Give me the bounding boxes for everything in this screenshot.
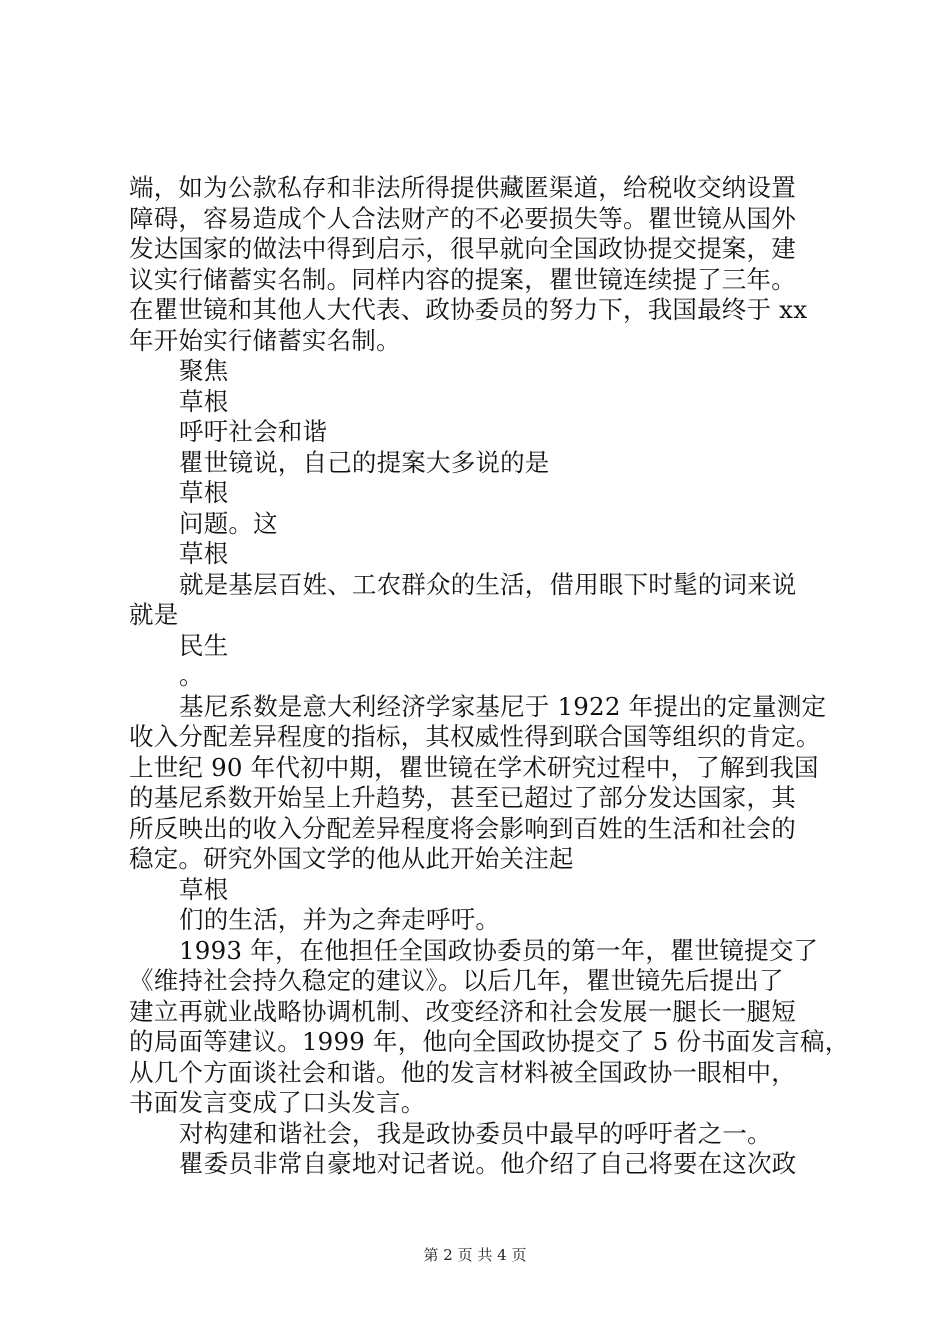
text-line: 上世纪 90 年代初中期，瞿世镜在学术研究过程中，了解到我国 <box>129 752 819 782</box>
document-body <box>129 173 850 1180</box>
text-line: 1993 年，在他担任全国政协委员的第一年，瞿世镜提交了 <box>179 935 819 965</box>
text-line: 草根 <box>179 478 229 507</box>
text-line: 所反映出的收入分配差异程度将会影响到百姓的生活和社会的 <box>129 813 796 843</box>
text-line: 的基尼系数开始呈上升趋势，甚至已超过了部分发达国家，其 <box>129 783 796 812</box>
text-line: 呼吁社会和谐 <box>179 417 328 446</box>
text-line: 建立再就业战略协调机制、改变经济和社会发展一腿长一腿短 <box>129 996 796 1026</box>
text-line: 收入分配差异程度的指标，其权威性得到联合国等组织的肯定。 <box>129 722 821 751</box>
text-line: 问题。这 <box>179 508 278 538</box>
text-line: 草根 <box>179 874 229 904</box>
text-line: 。 <box>179 661 204 690</box>
text-line: 发达国家的做法中得到启示，很早就向全国政协提交提案，建 <box>129 234 796 263</box>
text-line: 瞿世镜说，自己的提案大多说的是 <box>179 447 550 477</box>
text-line: 的局面等建议。1999 年，他向全国政协提交了 5 份书面发言稿， <box>129 1027 850 1056</box>
text-line: 们的生活，并为之奔走呼吁。 <box>179 905 501 934</box>
text-line: 就是 <box>129 600 179 629</box>
text-line: 草根 <box>179 386 229 416</box>
text-line: 草根 <box>179 539 229 568</box>
text-line: 年开始实行储蓄实名制。 <box>129 325 401 355</box>
text-line: 从几个方面谈社会和谐。他的发言材料被全国政协一眼相中， <box>129 1057 796 1087</box>
page-footer: 第 2 页 共 4 页 <box>423 1246 527 1264</box>
text-line: 就是基层百姓、工农群众的生活，借用眼下时髦的词来说 <box>179 569 797 599</box>
text-line: 稳定。研究外国文学的他从此开始关注起 <box>129 844 574 873</box>
text-line: 瞿委员非常自豪地对记者说。他介绍了自己将要在这次政 <box>179 1149 797 1178</box>
text-line: 民生 <box>179 630 229 660</box>
text-line: 障碍，容易造成个人合法财产的不必要损失等。瞿世镜从国外 <box>129 203 796 233</box>
text-line: 在瞿世镜和其他人大代表、政协委员的努力下，我国最终于 xx <box>129 295 808 324</box>
text-line: 聚焦 <box>179 356 229 385</box>
text-line: 对构建和谐社会，我是政协委员中最早的呼吁者之一。 <box>179 1118 772 1148</box>
text-line: 议实行储蓄实名制。同样内容的提案，瞿世镜连续提了三年。 <box>129 264 796 294</box>
text-line: 《维持社会持久稳定的建议》。以后几年，瞿世镜先后提出了 <box>129 966 784 995</box>
text-line: 端，如为公款私存和非法所得提供藏匿渠道，给税收交纳设置 <box>129 173 796 202</box>
text-line: 书面发言变成了口头发言。 <box>129 1088 426 1117</box>
text-line: 基尼系数是意大利经济学家基尼于 1922 年提出的定量测定 <box>179 691 827 721</box>
